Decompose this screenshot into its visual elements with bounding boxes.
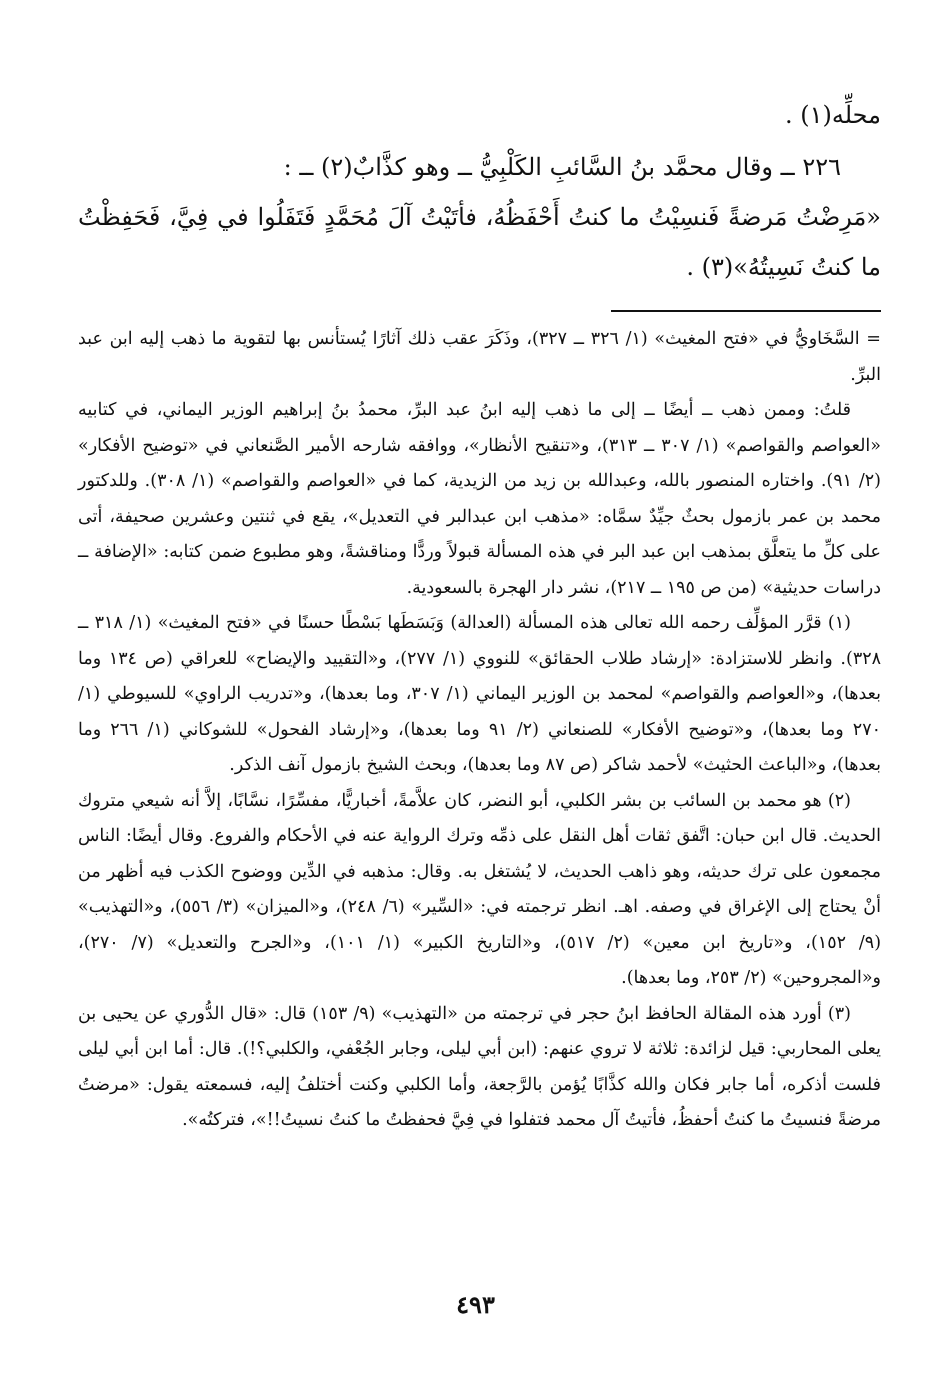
footnotes bbox=[78, 322, 881, 1139]
footnote-1: (١) قرَّر المؤلِّف رحمه الله تعالى هذه المسألة (العدالة) وَبَسَطَها بَسْطًا حسنًا في «فتح المغيث» (١/ ٣١٨ ــ ٣٢٨). وانظر للاستزادة: «إرشاد طلاب الحقائق» للنووي (١/ ٢٧٧)، و«التقييد والإيضاح» للعراقي (ص ١٣٤ وما بعدها)، و«العواصم والقواصم» لمحمد بن الوزير اليماني (١/ ٣٠٧، وما بعدها)، و«تدريب الراوي» للسيوطي (١/ ٢٧٠ وما بعدها)، و«توضيح الأفكار» للصنعاني (٢/ ٩١ وما بعدها)، و«إرشاد الفحول» للشوكاني (١/ ٢٦٦ وما بعدها)، و«الباعث الحثيث» لأحمد شاكر (ص ٨٧ وما بعدها)، وبحث الشيخ بازمول آنف الذكر. bbox=[78, 613, 882, 775]
hadith-heading: ٢٢٦ ــ وقال محمَّد بنُ السَّائبِ الكَلْبِيُّ ــ وهو كذَّابٌ(٢) ــ : bbox=[283, 153, 841, 181]
footnote-continuation-2: قلتُ: وممن ذهب ــ أيضًا ــ إلى ما ذهب إليه ابنُ عبد البرِّ، محمدُ بنُ إبراهيم الوزير اليماني، في كتابيه «العواصم والقواصم» (١/ ٣٠٧ ــ ٣١٣)، و«تنقيح الأنظار»، ووافقه شارحه الأمير الصَّنعاني في «توضيح الأفكار» (٢/ ٩١). واختاره المنصور بالله، وعبدالله بن زيد من الزيدية، كما في «العواصم والقواصم» (١/ ٣٠٨). وللدكتور محمد بن عمر بازمول بحثٌ جيِّدٌ سمَّاه: «مذهب ابن عبدالبر في التعديل»، يقع في ثنتين وعشرين صحيفة، أتى على كلِّ ما يتعلَّق بمذهب ابن عبد البر في هذه المسألة قبولاً وردًّا ومناقشةً، وهو مطبوع ضمن كتابه: «الإضافة ــ دراسات حديثية» (من ص ١٩٥ ــ ٢١٧)، نشر دار الهجرة بالسعودية. bbox=[78, 400, 881, 598]
footnote-3: (٣) أورد هذه المقالة الحافظ ابنُ حجر في ترجمته من «التهذيب» (٩/ ١٥٣) قال: «قال الدُّوري عن يحيى بن يعلى المحاربي: قيل لزائدة: ثلاثة لا تروي عنهم: (ابن أبي ليلى، وجابر الجُعْفي، والكلبي؟!). قال: أما ابن أبي ليلى فلست أذكره، أما جابر فكان والله كذَّابًا يُؤمن بالرَّجعة، وأما الكلبي وكنت أختلفُ إليه، فسمعته يقول: «مرضتُ مرضةً فنسيتُ ما كنتُ أحفظُ، فأتيتُ آل محمد فتفلوا في فِيَّ فحفظتُ ما كنتُ نسيتُ!!»، فتركتُه». bbox=[78, 1003, 881, 1130]
hadith-text: «مَرِضْتُ مَرضةً فَنسِيْتُ ما كنتُ أَحْفَظُهُ، فأتَيْتُ آلَ مُحَمَّدٍ فَتَفَلُوا في فِيَّ، فَحَفِظْتُ ما كنتُ نَسِيتُهُ»(٣) . bbox=[78, 203, 881, 281]
page-number: ٤٩٣ bbox=[456, 1290, 495, 1319]
footnote-2: (٢) هو محمد بن السائب بن بشر الكلبي، أبو النضر، كان علاَّمةً، أخباريًّا، مفسِّرًا، نسَّابًا، إلاَّ أنه شيعي متروك الحديث. قال ابن حبان: اتَّفق ثقات أهل النقل على ذمِّه وترك الرواية عنه في الأحكام والفروع. وقال أيضًا: الناس مجمعون على ترك حديثه، وهو ذاهب الحديث، لا يُشتغل به. وقال: مذهبه في الدِّين ووضوح الكذب فيه أظهر من أنْ يحتاج إلى الإغراق في وصفه. اهـ. انظر ترجمته في: «السِّير» (٦/ ٢٤٨)، و«الميزان» (٣/ ٥٥٦)، و«التهذيب» (٩/ ١٥٢)، و«تاريخ ابن معين» (٢/ ٥١٧)، و«التاريخ الكبير» (١/ ١٠١)، و«الجرح والتعديل» (٧/ ٢٧٠)، و«المجروحين» (٢/ ٢٥٣، وما بعدها). bbox=[78, 790, 882, 988]
footnote-separator bbox=[78, 310, 881, 312]
main-line-1: محلِّه(١) . bbox=[784, 101, 881, 129]
main-text bbox=[78, 90, 881, 292]
footnote-continuation: = السَّخَاويُّ في «فتح المغيث» (١/ ٣٢٦ ــ ٣٢٧)، وذَكَرَ عقب ذلك آثارًا يُستأنس بها لتقوية ما ذهب إليه ابن عبد البرِّ. bbox=[78, 329, 881, 385]
